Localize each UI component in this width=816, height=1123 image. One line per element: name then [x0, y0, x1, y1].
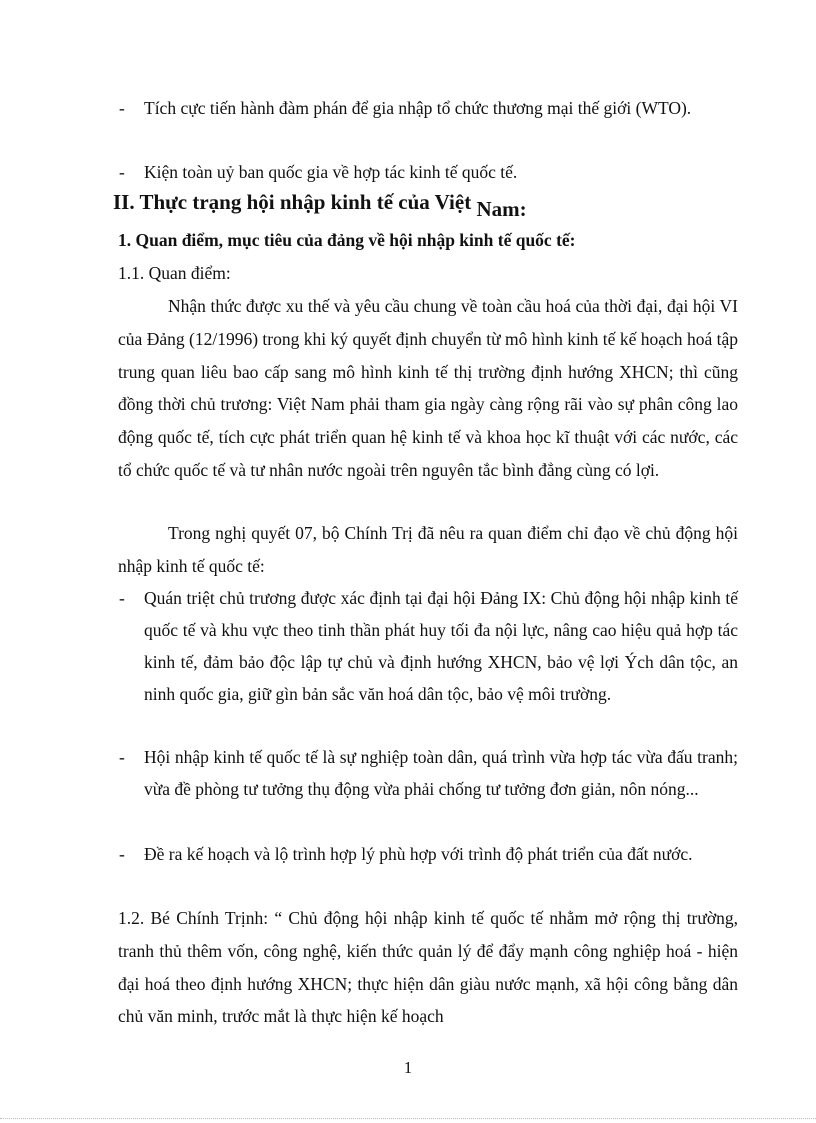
bullet-text: Tích cực tiến hành đàm phán để gia nhập tổ chức thương mại thế giới (WTO). [144, 98, 692, 118]
section-heading [113, 190, 527, 221]
bullet-marker: - [119, 162, 125, 182]
section-heading-main: II. Thực trạng hội nhập kinh tế của Việt [113, 190, 477, 214]
paragraph-1-2: 1.2. Bé Chính Trịnh: “ Chủ động hội nhập kinh tế quốc tế nhằm mở rộng thị trường, tranh thủ thêm vốn, công nghệ, kiến thức quản lý để đẩy mạnh công nghiệp hoá - hiện đại hoá theo định hướng XHCN; thực hiện dân giàu nước mạnh, xã hội công bằng dân chủ văn minh, trước mắt là thực hiện kế hoạch [118, 908, 738, 1027]
page-bottom-rule [0, 1118, 816, 1119]
section-heading-tail: Nam: [476, 197, 527, 221]
list-item [113, 838, 738, 870]
list-item [113, 92, 738, 124]
bullet-marker: - [119, 844, 125, 864]
bullet-text: Quán triệt chủ trương được xác định tại đại hội Đảng IX: Chủ động hội nhập kinh tế quốc tế và khu vực theo tinh thần phát huy tối đa nội lực, nâng cao hiệu quả hợp tác kinh tế, đảm bảo độc lập tự chủ và định hướng XHCN, bảo vệ lợi Ých dân tộc, an ninh quốc gia, giữ gìn bản sắc văn hoá dân tộc, bảo vệ môi trường. [144, 588, 738, 704]
bullet-marker: - [119, 98, 125, 118]
list-item [113, 582, 738, 710]
list-item [113, 156, 738, 188]
bullet-text: Đề ra kế hoạch và lộ trình hợp lý phù hợp với trình độ phát triển của đất nước. [144, 844, 693, 864]
paragraph: Nhận thức được xu thế và yêu cầu chung về toàn cầu hoá của thời đại, đại hội VI của Đảng (12/1996) trong khi ký quyết định chuyển từ mô hình kinh tế kế hoạch hoá tập trung quan liêu bao cấp sang mô hình kinh tế thị trường định hướng XHCN; thì cũng đồng thời chủ trương: Việt Nam phải tham gia ngày càng rộng rãi vào sự phân công lao động quốc tế, tích cực phát triển quan hệ kinh tế và khoa học kĩ thuật với các nước, các tổ chức quốc tế và tư nhân nước ngoài trên nguyên tắc bình đẳng cùng có lợi. [118, 296, 738, 480]
bullet-marker: - [119, 747, 125, 767]
bullet-text: Kiện toàn uỷ ban quốc gia về hợp tác kinh tế quốc tế. [144, 162, 518, 182]
subsection-heading: 1. Quan điểm, mục tiêu của đảng về hội nhập kinh tế quốc tế: [118, 230, 576, 250]
subheading-1-1: 1.1. Quan điểm: [118, 263, 231, 283]
page-number: 1 [403, 1058, 413, 1077]
paragraph: Trong nghị quyết 07, bộ Chính Trị đã nêu ra quan điểm chỉ đạo về chủ động hội nhập kinh tế quốc tế: [118, 523, 738, 576]
bullet-text: Hội nhập kinh tế quốc tế là sự nghiệp toàn dân, quá trình vừa hợp tác vừa đấu tranh; vừa đề phòng tư tưởng thụ động vừa phải chống tư tưởng đơn giản, nôn nóng... [144, 747, 738, 799]
list-item [113, 741, 738, 805]
bullet-marker: - [119, 588, 125, 608]
